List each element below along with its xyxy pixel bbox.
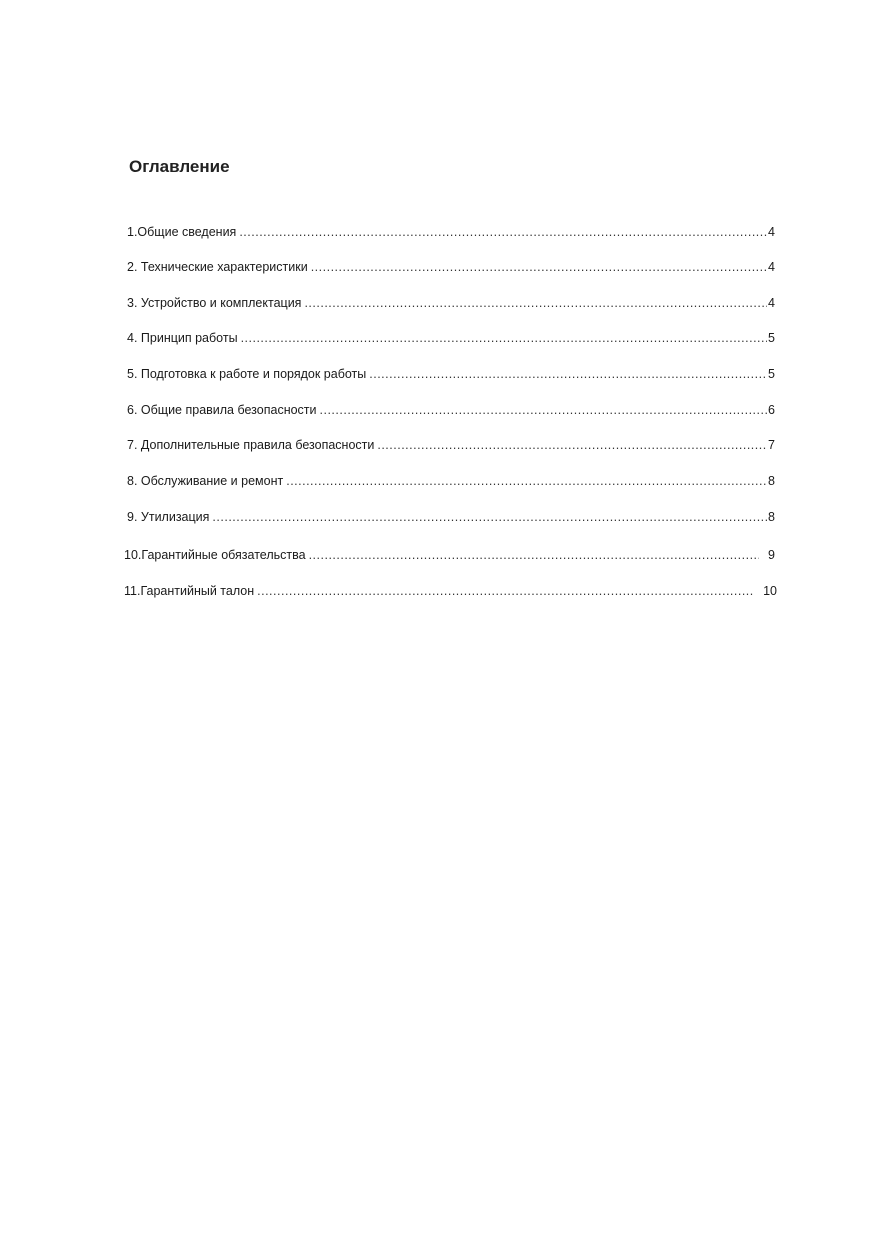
toc-entry — [127, 437, 775, 453]
toc-entry-label: 5. Подготовка к работе и порядок работы — [127, 367, 367, 381]
toc-entry-page: 9 — [768, 548, 775, 562]
toc-entry — [127, 224, 775, 240]
toc-title: Оглавление — [129, 157, 230, 176]
toc-entry-label: 8. Обслуживание и ремонт — [127, 474, 284, 488]
toc-entry-page: 5 — [768, 367, 775, 381]
toc-entry-label: 1.Общие сведения — [127, 225, 237, 239]
toc-entry — [127, 330, 775, 346]
dot-leader — [241, 330, 767, 346]
toc-entry-label: 4. Принцип работы — [127, 331, 238, 345]
dot-leader — [257, 583, 754, 599]
toc-entry-page: 4 — [768, 296, 775, 310]
toc-entry-page: 8 — [768, 474, 775, 488]
toc-entry-label: 6. Общие правила безопасности — [127, 403, 317, 417]
dot-leader — [304, 295, 767, 311]
toc-entry — [127, 473, 775, 489]
toc-entry-label: 11.Гарантийный талон — [124, 584, 255, 598]
toc-entry — [127, 366, 775, 382]
dot-leader — [369, 366, 767, 382]
toc-entry-label: 2. Технические характеристики — [127, 260, 308, 274]
dot-leader — [311, 259, 767, 275]
toc-entry-page: 4 — [768, 225, 775, 239]
dot-leader — [309, 547, 759, 563]
dot-leader — [320, 402, 768, 418]
toc-entry-label: 9. Утилизация — [127, 510, 210, 524]
toc-entry — [124, 583, 777, 599]
toc-entry — [127, 402, 775, 418]
dot-leader — [377, 437, 767, 453]
toc-entry-label: 10.Гарантийные обязательства — [124, 548, 306, 562]
dot-leader — [239, 224, 767, 240]
toc-entry — [127, 509, 775, 525]
toc-entry-page: 7 — [768, 438, 775, 452]
toc-entry-page: 4 — [768, 260, 775, 274]
toc-entry-label: 3. Устройство и комплектация — [127, 296, 302, 310]
dot-leader — [286, 473, 767, 489]
toc-entry — [127, 295, 775, 311]
toc-entry — [124, 547, 775, 563]
toc-entry-page: 8 — [768, 510, 775, 524]
toc-entry — [127, 259, 775, 275]
dot-leader — [212, 509, 767, 525]
toc-entry-page: 6 — [768, 403, 775, 417]
toc-entry-label: 7. Дополнительные правила безопасности — [127, 438, 375, 452]
toc-entry-page: 10 — [763, 584, 777, 598]
toc-entry-page: 5 — [768, 331, 775, 345]
